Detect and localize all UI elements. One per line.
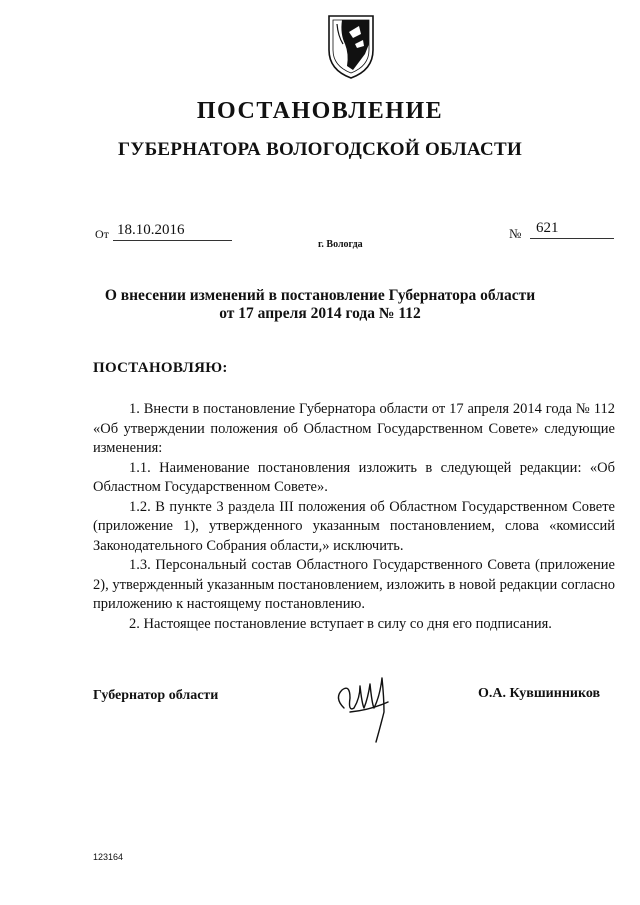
signatory-position: Губернатор области [93, 688, 219, 703]
handwritten-signature-icon [330, 668, 400, 746]
document-title: ПОСТАНОВЛЕНИЕ [196, 98, 444, 124]
document-body [93, 400, 615, 634]
heading-line-2: от 17 апреля 2014 года № 112 [219, 305, 421, 322]
document-date: 18.10.2016 [113, 221, 232, 241]
document-subtitle: ГУБЕРНАТОРА ВОЛОГОДСКОЙ ОБЛАСТИ [117, 139, 523, 160]
signatory-name: О.А. Кувшинников [478, 686, 601, 701]
document-heading [0, 287, 640, 323]
date-label: От [95, 227, 109, 241]
paragraph-1-3: 1.3. Персональный состав Областного Государственного Совета (приложение 2), утвержденный указанным постановлением, изложить в новой редакции согласно приложению к настоящему постановлению. [93, 557, 615, 612]
paragraph-1-1: 1.1. Наименование постановления изложить в следующей редакции: «Об Областном Государственном Совете». [93, 459, 615, 495]
heading-line-1: О внесении изменений в постановление Губернатора области [104, 287, 536, 304]
document-city: г. Вологда [318, 239, 363, 250]
paragraph-2: 2. Настоящее постановление вступает в силу со дня его подписания. [129, 615, 552, 632]
paragraph-1-2: 1.2. В пункте 3 раздела III положения об Областном Государственном Совете (приложение 1), утвержденного указанным постановлением, слова «комиссий Законодательного Собрания области,» исключить. [93, 498, 615, 554]
coat-of-arms-icon [325, 14, 377, 80]
document-code: 123164 [93, 852, 124, 862]
paragraph-1: 1. Внести в постановление Губернатора области от 17 апреля 2014 года № 112 «Об утверждении положения об Областном Государственном Совете» следующие изменения: [93, 401, 615, 456]
document-number: 621 [530, 219, 614, 239]
number-label: № [509, 226, 522, 241]
decree-word: ПОСТАНОВЛЯЮ: [93, 360, 228, 376]
